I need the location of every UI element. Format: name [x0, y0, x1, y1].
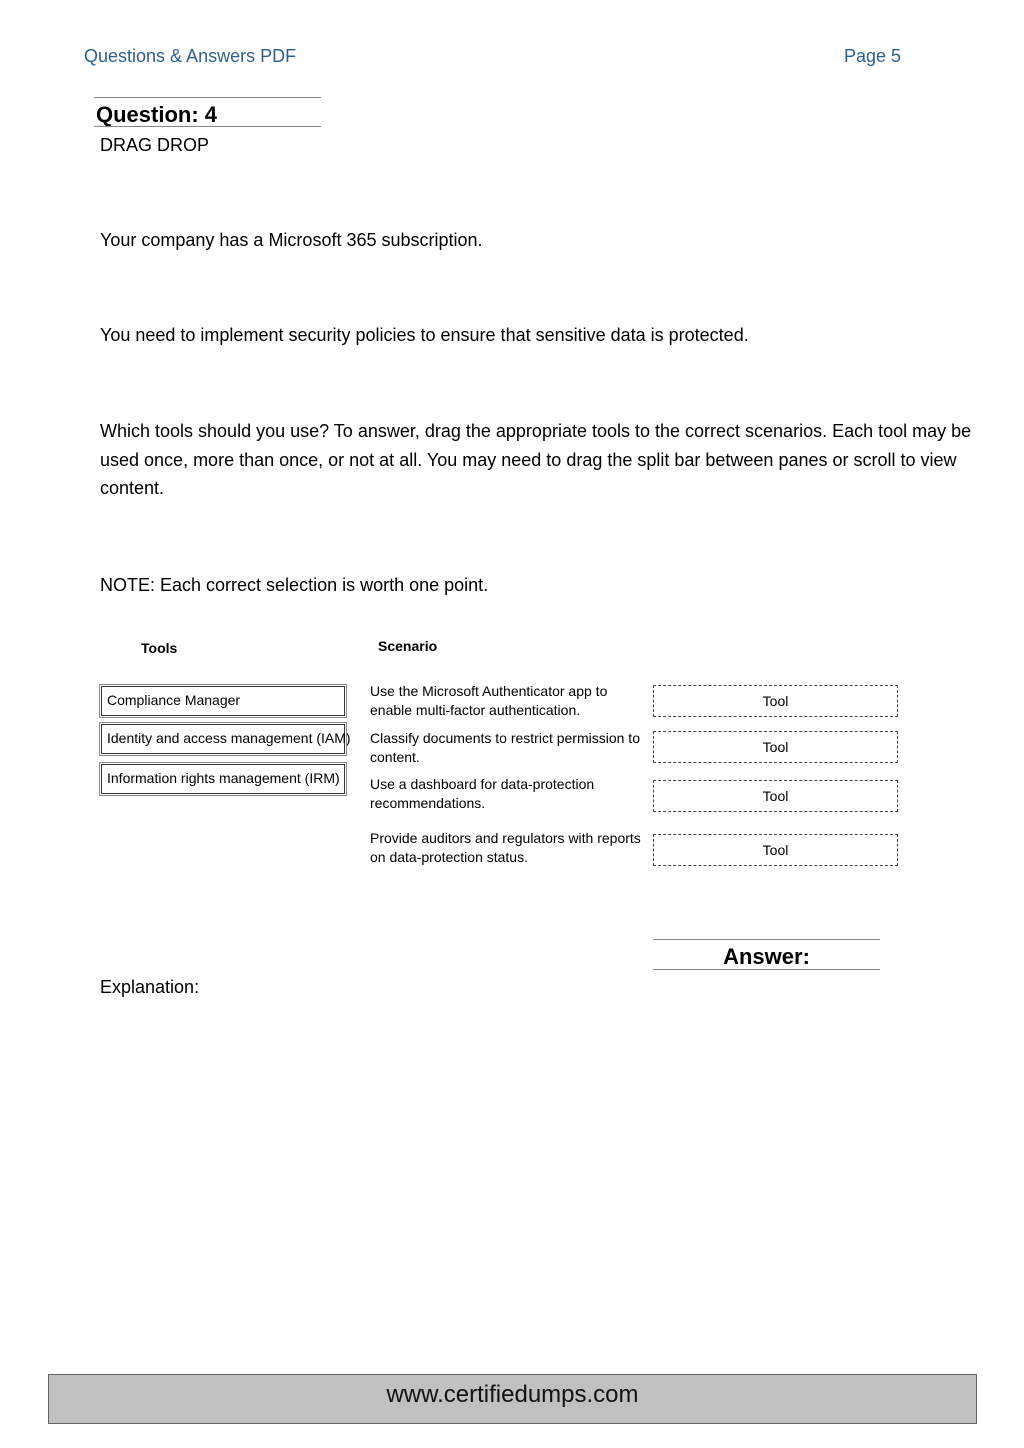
document-title: Questions & Answers PDF [84, 46, 297, 66]
footer-url[interactable]: www.certifiedumps.com [386, 1381, 639, 1408]
question-top-rule [94, 97, 321, 98]
question-paragraph: Which tools should you use? To answer, drag the appropriate tools to the correct scenarios. Each tool may be used once, more than once, or not at all. You may need to drag the split bar between panes or scroll to view content. [100, 421, 972, 498]
footer-banner [48, 1374, 977, 1424]
scenario-text: Provide auditors and regulators with reports on data-protection status. [370, 830, 641, 865]
scenario-text: Use the Microsoft Authenticator app to enable multi-factor authentication. [370, 683, 608, 718]
scenario-text: Classify documents to restrict permission to content. [370, 730, 640, 765]
question-paragraph: You need to implement security policies to ensure that sensitive data is protected. [100, 325, 749, 345]
question-type: DRAG DROP [100, 135, 210, 155]
tool-irm[interactable]: Information rights management (IRM) [101, 764, 345, 794]
tool-drop-target[interactable]: Tool [653, 780, 898, 812]
question-bottom-rule [94, 126, 321, 127]
explanation-label: Explanation: [100, 977, 200, 997]
tool-drop-target[interactable]: Tool [653, 685, 898, 717]
answer-bottom-rule [653, 969, 880, 970]
question-paragraph: Your company has a Microsoft 365 subscription. [100, 230, 483, 250]
tool-compliance-manager[interactable]: Compliance Manager [101, 686, 345, 716]
page-number: Page 5 [844, 46, 902, 66]
tool-iam[interactable]: Identity and access management (IAM) [101, 724, 345, 754]
scenario-heading: Scenario [378, 638, 438, 654]
answer-top-rule [653, 939, 880, 940]
scenario-text: Use a dashboard for data-protection recommendations. [370, 776, 595, 811]
tool-drop-target[interactable]: Tool [653, 834, 898, 866]
tools-heading: Tools [141, 640, 178, 656]
note-paragraph: NOTE: Each correct selection is worth one point. [100, 575, 489, 595]
tool-drop-target[interactable]: Tool [653, 731, 898, 763]
question-title: Question: 4 [96, 102, 218, 127]
answer-label: Answer: [723, 944, 810, 969]
